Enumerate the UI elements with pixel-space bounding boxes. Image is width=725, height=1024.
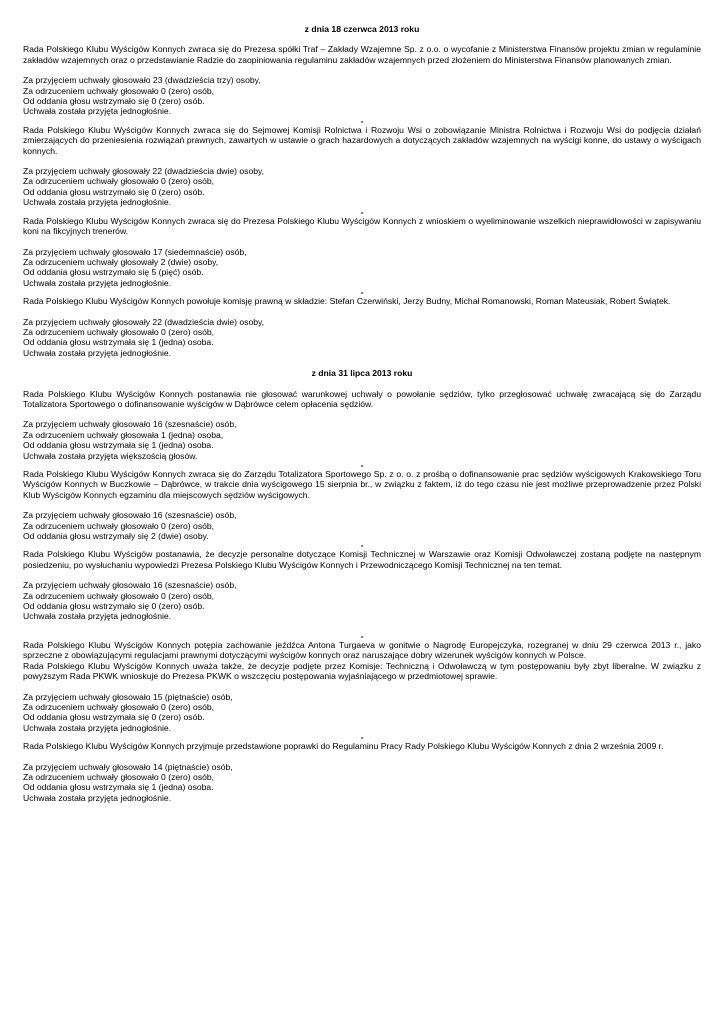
resolution-text: Rada Polskiego Klubu Wyścigów Konnych postanawia nie głosować warunkowej uchwały o powołanie sędziów, tylko przegłosować uchwałę zwracającą się do Zarządu Totalizatora Sportowego o dofinansowanie wyścigów w Dąbrówce celem opłacenia sędziów. xyxy=(23,388,701,409)
separator-dash: - xyxy=(360,540,364,551)
vote-result xyxy=(23,762,701,804)
vote-against: Za odrzuceniem uchwały głosowało 0 (zero) osób, xyxy=(23,85,215,96)
vote-outcome: Uchwała została przyjęta jednogłośnie. xyxy=(23,277,172,288)
resolution xyxy=(23,125,701,208)
resolution-text: Rada Polskiego Klubu Wyścigów Konnych uważa także, że decyzje podjęte przez Komisje: Techniczną i Odwoławczą w tym postępowaniu były zbyt liberalne. W związku z powyższym Rada PKWK wnioskuje do Prezesa PKWK o wszczęciu postępowania wyjaśniającego w przedmiotowej sprawie. xyxy=(23,660,701,682)
resolution xyxy=(23,741,701,803)
vote-for: Za przyjęciem uchwały głosowało 16 (szesnaście) osób, xyxy=(23,510,237,521)
resolution-text: Rada Polskiego Klubu Wyścigów Konnych zwraca się do Zarządu Totalizatora Sportowego Sp. z o. o. z prośbą o dofinansowanie prac sędziów wyścigowych Krakowskiego Toru Wyścigów Konnych w Buczkowie – Dąbrówce, w trakcie dnia wyścigowego 15 sierpnia br., w związku z faktem, iż do tego czasu nie jest możliwe przeprowadzenie przez Polski Klub Wyścigów Konnych egzaminu dla miejscowych sędziów wyścigowych. xyxy=(23,469,701,500)
vote-abstain: Od oddania głosu wstrzymało się 0 (zero) osób. xyxy=(23,186,205,197)
vote-abstain: Od oddania głosu wstrzymała się 1 (jedna) osoba. xyxy=(23,782,214,793)
resolution-text: Rada Polskiego Klubu Wyścigów Konnych zwraca się do Sejmowej Komisji Rolnictwa i Rozwoju Wsi o zobowiązanie Ministra Rolnictwa i Rozwoju Wsi do podjęcia działań zmierzających do przeniesienia rozwiązań prawnych, zawartych w ustawie o grach hazardowych a dotyczących zakładów wzajemnych na wyścigi konne, do ustawy o wyścigach konnych. xyxy=(23,124,701,156)
document-page xyxy=(23,24,701,803)
vote-outcome: Uchwała została przyjęta jednogłośnie. xyxy=(23,792,172,803)
resolution xyxy=(23,216,701,288)
separator-dash: - xyxy=(360,287,364,298)
vote-result xyxy=(23,317,701,359)
vote-against: Za odrzuceniem uchwały głosowało 0 (zero) osób, xyxy=(23,590,215,601)
vote-outcome: Uchwała została przyjęta większością głosów. xyxy=(23,450,198,461)
separator-dash: - xyxy=(360,206,364,217)
vote-for: Za przyjęciem uchwały głosowało 16 (szesnaście) osób, xyxy=(23,419,237,430)
vote-for: Za przyjęciem uchwały głosowało 16 (szesnaście) osób, xyxy=(23,580,237,591)
separator-dash: - xyxy=(360,460,364,470)
vote-abstain: Od oddania głosu wstrzymała się 0 (zero) osób. xyxy=(23,712,205,723)
vote-against: Za odrzuceniem uchwały głosowało 0 (zero) osób, xyxy=(23,326,215,337)
vote-against: Za odrzuceniem uchwały głosowały 2 (dwie) osoby, xyxy=(23,256,219,267)
vote-against: Za odrzuceniem uchwały głosowało 0 (zero) osób, xyxy=(23,176,215,187)
resolution-text: Rada Polskiego Klubu Wyścigów Konnych przyjmuje przedstawione poprawki do Regulaminu Pracy Rady Polskiego Klubu Wyścigów Konnych z dnia 2 września 2009 r. xyxy=(23,741,664,752)
resolution xyxy=(23,389,701,461)
resolution-text: Rada Polskiego Klubu Wyścigów Konnych zwraca się do Prezesa spółki Traf – Zakłady Wzajemne Sp. z o.o. o wycofanie z Ministerstwa Finansów projektu zmian w regulaminie zakładów wzajemnych oraz o przedstawianie Radzie do zaopiniowania regulaminu zakładów wzajemnych przed złożeniem do Ministerstwa Finansów planowanych zmian. xyxy=(23,44,701,65)
vote-result xyxy=(23,75,701,117)
vote-against: Za odrzuceniem uchwały głosowało 0 (zero) osób, xyxy=(23,771,215,782)
resolution xyxy=(23,296,701,358)
vote-result xyxy=(23,166,701,208)
section-date-heading: z dnia 31 lipca 2013 roku xyxy=(311,368,413,379)
vote-outcome: Uchwała została przyjęta jednogłośnie. xyxy=(23,197,172,208)
vote-for: Za przyjęciem uchwały głosowały 22 (dwadzieścia dwie) osoby, xyxy=(23,316,265,327)
vote-abstain: Od oddania głosu wstrzymało się 0 (zero) osób. xyxy=(23,96,205,107)
vote-against: Za odrzuceniem uchwały głosowało 0 (zero) osób, xyxy=(23,701,215,712)
vote-result xyxy=(23,580,701,622)
vote-abstain: Od oddania głosu wstrzymało się 5 (pięć) osób. xyxy=(23,267,204,278)
vote-result xyxy=(23,692,701,734)
resolution xyxy=(23,44,701,116)
resolution-text: Rada Polskiego Klubu Wyścigów Konnych potępia zachowanie jeźdźca Antona Turgaeva w gonitwie o Nagrodę Europejczyka, rozegranej w dniu 29 czerwca 2013 r., jako sprzeczne z obowiązującymi regulacjami prawnymi dotyczącymi wyścigów konnych oraz naruszające dobry wizerunek wyścigów konnych w Polsce. xyxy=(23,639,701,661)
vote-result xyxy=(23,419,701,461)
resolution xyxy=(23,640,701,733)
vote-abstain: Od oddania głosu wstrzymały się 2 (dwie) osoby. xyxy=(23,531,209,542)
vote-result xyxy=(23,510,701,541)
vote-for: Za przyjęciem uchwały głosowały 22 (dwadzieścia dwie) osoby, xyxy=(23,166,265,177)
resolution xyxy=(23,469,701,541)
vote-result xyxy=(23,247,701,289)
vote-outcome: Uchwała została przyjęta jednogłośnie. xyxy=(23,106,172,117)
vote-abstain: Od oddania głosu wstrzymała się 1 (jedna) osoba. xyxy=(23,440,214,451)
vote-against: Za odrzuceniem uchwały głosowało 0 (zero) osób, xyxy=(23,520,215,531)
vote-outcome: Uchwała została przyjęta jednogłośnie. xyxy=(23,722,172,733)
vote-abstain: Od oddania głosu wstrzymała się 1 (jedna) osoba. xyxy=(23,337,214,348)
separator-dash: - xyxy=(360,732,364,743)
separator-dash: - xyxy=(360,630,364,641)
vote-for: Za przyjęciem uchwały głosowało 17 (siedemnaście) osób, xyxy=(23,246,247,257)
vote-for: Za przyjęciem uchwały głosowało 23 (dwadzieścia trzy) osoby, xyxy=(23,75,261,86)
vote-abstain: Od oddania głosu wstrzymało się 0 (zero) osób. xyxy=(23,601,205,612)
resolution-text: Rada Polskiego Klubu Wyścigów postanawia, że decyzje personalne dotyczące Komisji Technicznej w Warszawie oraz Komisji Odwoławczej zostaną podjęte na następnym posiedzeniu, po wysłuchaniu wypowiedzi Prezesa Polskiego Klubu Wyścigów Konnych i Przewodniczącego Komisji Technicznej na ten temat. xyxy=(23,549,701,570)
resolution-text: Rada Polskiego Klubu Wyścigów Konnych powołuje komisję prawną w składzie: Stefan Czerwiński, Jerzy Budny, Michał Romanowski, Roman Mateusiak, Robert Świątek. xyxy=(23,296,671,307)
vote-for: Za przyjęciem uchwały głosowało 14 (piętnaście) osób, xyxy=(23,761,233,772)
resolution-text: Rada Polskiego Klubu Wyścigów Konnych zwraca się do Prezesa Polskiego Klubu Wyścigów Konnych z wnioskiem o wyeliminowanie wszelkich nieprawidłowości w zapisywaniu koni na fikcyjnych trenerów. xyxy=(23,215,701,237)
separator-dash: - xyxy=(360,115,364,126)
vote-against: Za odrzuceniem uchwały głosowała 1 (jedna) osoba, xyxy=(23,429,224,440)
vote-outcome: Uchwała została przyjęta jednogłośnie. xyxy=(23,347,172,358)
vote-for: Za przyjęciem uchwały głosowało 15 (piętnaście) osób, xyxy=(23,691,233,702)
section-date-heading: z dnia 18 czerwca 2013 roku xyxy=(304,24,420,34)
resolution xyxy=(23,549,701,621)
vote-outcome: Uchwała została przyjęta jednogłośnie. xyxy=(23,611,172,622)
